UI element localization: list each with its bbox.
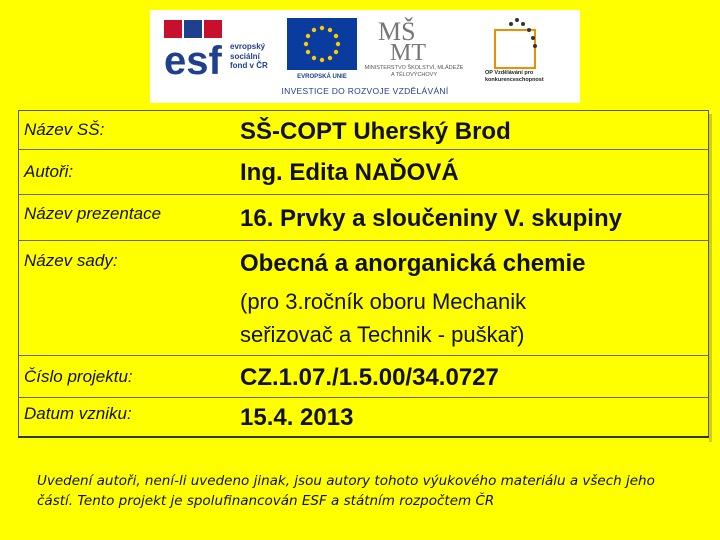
svg-text:MT: MT bbox=[390, 40, 426, 62]
value-school: SŠ-COPT Uherský Brod bbox=[240, 118, 511, 145]
value-authors: Ing. Edita NAĎOVÁ bbox=[240, 159, 459, 186]
info-table bbox=[18, 110, 709, 438]
eu-label: EVROPSKÁ UNIE bbox=[297, 74, 347, 80]
svg-text:esf: esf bbox=[164, 39, 222, 78]
msmt-logo-icon bbox=[368, 16, 454, 62]
value-presentation: 16. Prvky a sloučeniny V. skupiny bbox=[240, 205, 622, 232]
value-set-line3: seřizovač a Technik - puškař) bbox=[240, 322, 525, 347]
label-authors: Autoři: bbox=[24, 162, 74, 181]
op-label: OP Vzdělávání pro konkurenceschopnost bbox=[485, 70, 544, 83]
msmt-label: MINISTERSTVO ŠKOLSTVÍ, MLÁDEŽE A TĚLOVÝCHOVY bbox=[364, 65, 464, 78]
label-project: Číslo projektu: bbox=[24, 367, 133, 386]
op-logo-icon bbox=[485, 16, 565, 70]
esf-logo-icon bbox=[162, 20, 224, 78]
label-date: Datum vzniku: bbox=[24, 404, 132, 423]
svg-text:MŠ: MŠ bbox=[378, 17, 416, 46]
label-presentation: Název prezentace bbox=[24, 204, 162, 223]
footnote: Uvedení autoři, není-li uvedeno jinak, jsou autory tohoto výukového materiálu a všech jeho částí. Tento projekt je spolufinancován ESF a státním rozpočtem ČR bbox=[37, 473, 655, 509]
esf-caption: evropský sociální fond v ČR bbox=[230, 42, 268, 70]
value-project: CZ.1.07./1.5.00/34.0727 bbox=[240, 364, 499, 391]
label-set: Název sady: bbox=[24, 251, 118, 270]
label-school: Název SŠ: bbox=[24, 120, 105, 139]
value-set: Obecná a anorganická chemie bbox=[240, 250, 586, 277]
investment-slogan: INVESTICE DO ROZVOJE VZDĚLÁVÁNÍ bbox=[281, 86, 449, 96]
value-date: 15.4. 2013 bbox=[240, 404, 354, 431]
eu-flag-icon bbox=[287, 18, 357, 70]
value-set-line2: (pro 3.ročník oboru Mechanik bbox=[240, 289, 527, 314]
logo-banner bbox=[150, 10, 580, 103]
